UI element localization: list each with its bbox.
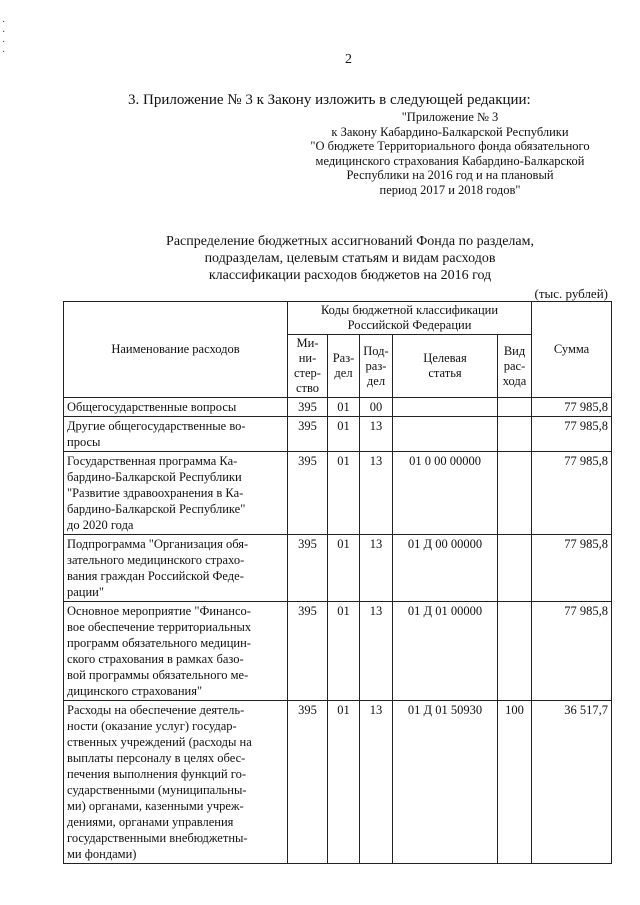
- table-row: [64, 602, 612, 701]
- cell-ministry: 395: [288, 452, 328, 535]
- cell-ministry: 395: [288, 417, 328, 452]
- cell-name: Другие общегосударственные во- просы: [64, 417, 288, 452]
- cell-target: [393, 417, 498, 452]
- table-row: [64, 535, 612, 602]
- cell-section: 01: [328, 398, 360, 417]
- cell-sum: 36 517,7: [532, 701, 612, 864]
- cell-kind: 100: [498, 701, 532, 864]
- header-subsection: Под- раз- дел: [360, 335, 393, 398]
- cell-target: 01 Д 01 50930: [393, 701, 498, 864]
- page-number: 2: [345, 52, 352, 67]
- header-ministry: Ми- ни- стер- ство: [288, 335, 328, 398]
- cell-sum: 77 985,8: [532, 452, 612, 535]
- cell-ministry: 395: [288, 398, 328, 417]
- cell-subsection: 13: [360, 452, 393, 535]
- cell-section: 01: [328, 602, 360, 701]
- table-row: [64, 398, 612, 417]
- appendix-line: медицинского страхования Кабардино-Балкарской: [315, 153, 585, 168]
- appendix-line: к Закону Кабардино-Балкарской Республики: [331, 124, 569, 139]
- cell-target: [393, 398, 498, 417]
- cell-subsection: 13: [360, 701, 393, 864]
- cell-name: Подпрограмма "Организация обя- зательного медицинского страхо- вания граждан Российской Феде- рации": [64, 535, 288, 602]
- header-target: Целевая статья: [393, 335, 498, 398]
- cell-kind: [498, 398, 532, 417]
- cell-sum: 77 985,8: [532, 417, 612, 452]
- units-label: (тыс. рублей): [534, 286, 608, 301]
- header-name: Наименование расходов: [64, 302, 288, 398]
- cell-kind: [498, 452, 532, 535]
- title-line: классификации расходов бюджетов на 2016 год: [208, 268, 492, 283]
- header-section: Раз- дел: [328, 335, 360, 398]
- cell-sum: 77 985,8: [532, 535, 612, 602]
- document-title: [120, 233, 580, 284]
- cell-sum: 77 985,8: [532, 602, 612, 701]
- cell-kind: [498, 535, 532, 602]
- cell-name: Расходы на обеспечение деятель- ности (оказание услуг) государ- ственных учреждений (расходы на выплаты персоналу в целях обес- печения выполнения функций го- сударственными (муниципальны- ми) органами, казенными учреж- дениями, органами управления государственными внебюджетны- ми фондами): [64, 701, 288, 864]
- table-row: [64, 452, 612, 535]
- cell-kind: [498, 602, 532, 701]
- cell-section: 01: [328, 535, 360, 602]
- cell-subsection: 13: [360, 535, 393, 602]
- appendix-line: "Приложение № 3: [401, 110, 499, 124]
- amendment-heading: 3. Приложение № 3 к Закону изложить в следующей редакции:: [128, 92, 531, 108]
- appendix-line: Республики на 2016 год и на плановый: [346, 168, 554, 182]
- header-sum: Сумма: [532, 302, 612, 398]
- cell-subsection: 13: [360, 602, 393, 701]
- scan-edge-marks: · · · ·: [2, 17, 6, 58]
- cell-target: 01 Д 00 00000: [393, 535, 498, 602]
- cell-section: 01: [328, 452, 360, 535]
- header-codes: Коды бюджетной классификации Российской Федерации: [288, 302, 532, 335]
- cell-name: Основное мероприятие "Финансо- вое обеспечение территориальных программ обязательного медицин- ского страхования в рамках базо- вой программы обязательного ме- дицинского страхования": [64, 602, 288, 701]
- cell-ministry: 395: [288, 535, 328, 602]
- appendix-line: "О бюджете Территориального фонда обязательного: [310, 139, 590, 153]
- cell-name: Государственная программа Ка- бардино-Балкарской Республики "Развитие здравоохранения в Ка- бардино-Балкарской Республике" до 2020 года: [64, 452, 288, 535]
- appendix-reference: [290, 110, 610, 197]
- cell-kind: [498, 417, 532, 452]
- cell-target: 01 0 00 00000: [393, 452, 498, 535]
- table-row: [64, 701, 612, 864]
- cell-ministry: 395: [288, 602, 328, 701]
- table-row: [64, 417, 612, 452]
- header-kind: Вид рас- хода: [498, 335, 532, 398]
- cell-sum: 77 985,8: [532, 398, 612, 417]
- title-line: подразделам, целевым статьям и видам расходов: [204, 251, 496, 266]
- cell-section: 01: [328, 417, 360, 452]
- table-body: [64, 398, 612, 864]
- cell-target: 01 Д 01 00000: [393, 602, 498, 701]
- appendix-line: период 2017 и 2018 годов": [379, 182, 521, 197]
- cell-subsection: 13: [360, 417, 393, 452]
- cell-ministry: 395: [288, 701, 328, 864]
- budget-table: [63, 301, 612, 864]
- cell-subsection: 00: [360, 398, 393, 417]
- cell-name: Общегосударственные вопросы: [64, 398, 288, 417]
- cell-section: 01: [328, 701, 360, 864]
- title-line: Распределение бюджетных ассигнований Фонда по разделам,: [166, 234, 534, 249]
